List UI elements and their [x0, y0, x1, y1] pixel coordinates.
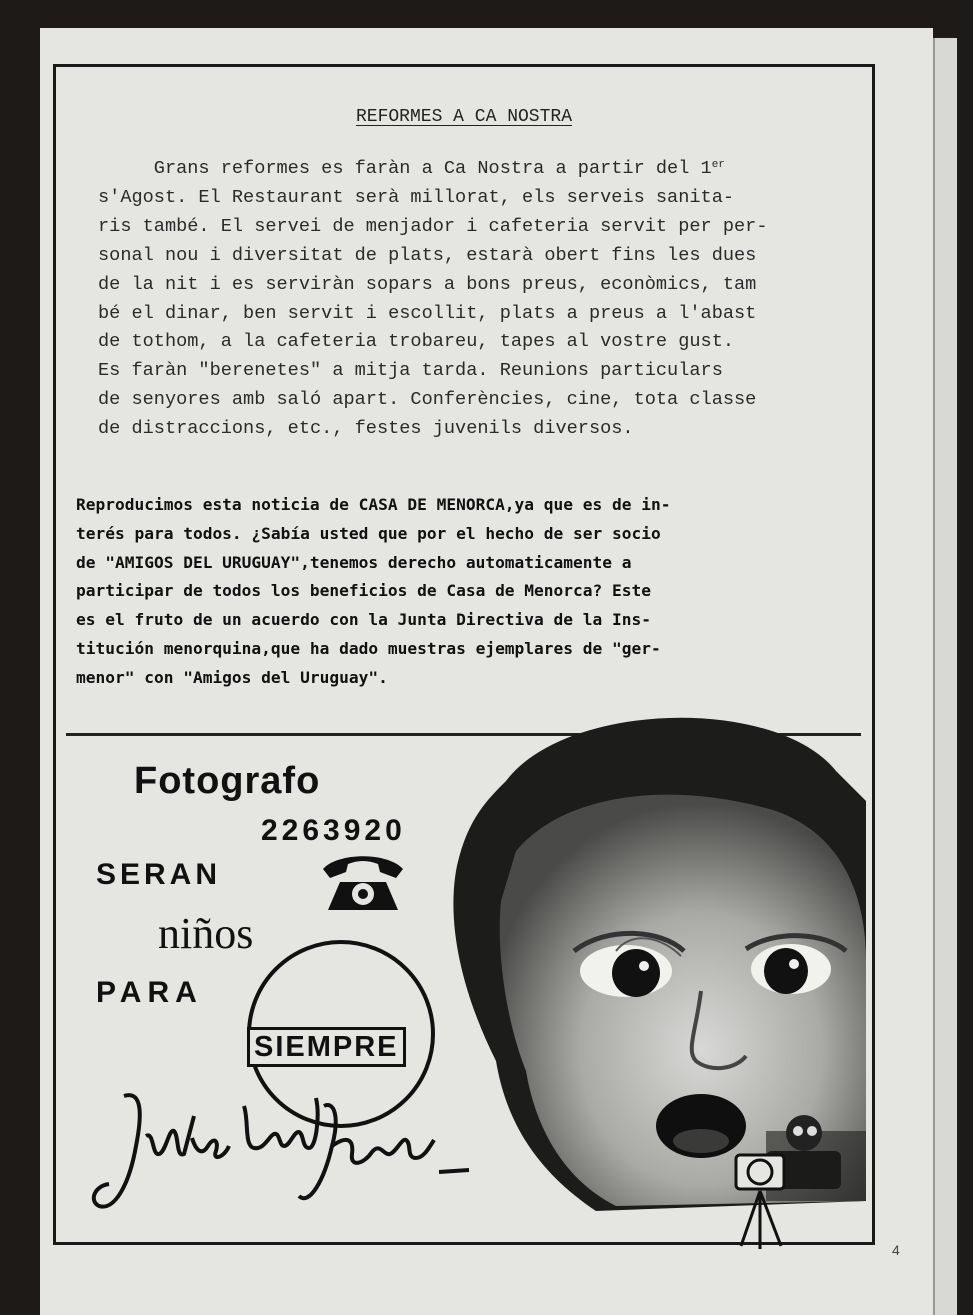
- article-line: ris també. El servei de menjador i cafeteria servit per per-: [98, 215, 768, 237]
- article-line: de tothom, a la cafeteria trobareu, tapes al vostre gust.: [98, 331, 735, 353]
- article-line: s'Agost. El Restaurant serà millorat, els serveis sanita-: [98, 186, 735, 208]
- notice-line: menor" con "Amigos del Uruguay".: [76, 667, 388, 687]
- slogan-para: PARA: [96, 976, 203, 1009]
- adjacent-page-edge: [933, 38, 957, 1315]
- article-line: sonal nou i diversitat de plats, estarà obert fins les dues: [98, 244, 757, 266]
- article-body: [98, 155, 828, 444]
- article-line: de la nit i es serviràn sopars a bons preus, econòmics, tam: [98, 273, 757, 295]
- content-frame: [53, 64, 875, 1245]
- page-number: 4: [892, 1242, 900, 1258]
- article-line: bé el dinar, ben servit i escollit, plats a preus a l'abast: [98, 302, 757, 324]
- article-line: Grans reformes es faràn a Ca Nostra a partir del 1er: [98, 158, 725, 179]
- notice-paragraph: [76, 491, 866, 693]
- article-line: de senyores amb saló apart. Conferències, cine, tota classe: [98, 389, 757, 411]
- phone-number: 2263920: [261, 814, 406, 847]
- notice-line: Reproducimos esta noticia de CASA DE MENORCA,ya que es de in-: [76, 495, 671, 514]
- superscript: er: [711, 159, 725, 171]
- article-line: de distraccions, etc., festes juvenils diversos.: [98, 418, 634, 440]
- notice-line: terés para todos. ¿Sabía usted que por el hecho de ser socio: [76, 523, 661, 543]
- slogan-ninos: niños: [158, 909, 254, 958]
- photographer-advertisement: [56, 736, 872, 1242]
- notice-line: es el fruto de un acuerdo con la Junta Directiva de la Ins-: [76, 610, 651, 630]
- article-title: REFORMES A CA NOSTRA: [355, 107, 573, 127]
- telephone-icon: [318, 854, 408, 914]
- article-line: Es faràn "berenetes" a mitja tarda. Reunions particulars: [98, 360, 723, 382]
- notice-line: de "AMIGOS DEL URUGUAY",tenemos derecho automaticamente a: [76, 552, 632, 572]
- notice-line: titución menorquina,que ha dado muestras ejemplares de "ger-: [76, 638, 661, 658]
- notice-line: participar de todos los beneficios de Casa de Menorca? Este: [76, 581, 651, 601]
- camera-mascot-icon: [726, 1111, 856, 1251]
- signature: [84, 1076, 484, 1226]
- ad-heading: Fotografo: [134, 760, 321, 802]
- slogan-seran: SERAN: [96, 858, 222, 891]
- slogan-siempre: SIEMPRE: [247, 1027, 406, 1067]
